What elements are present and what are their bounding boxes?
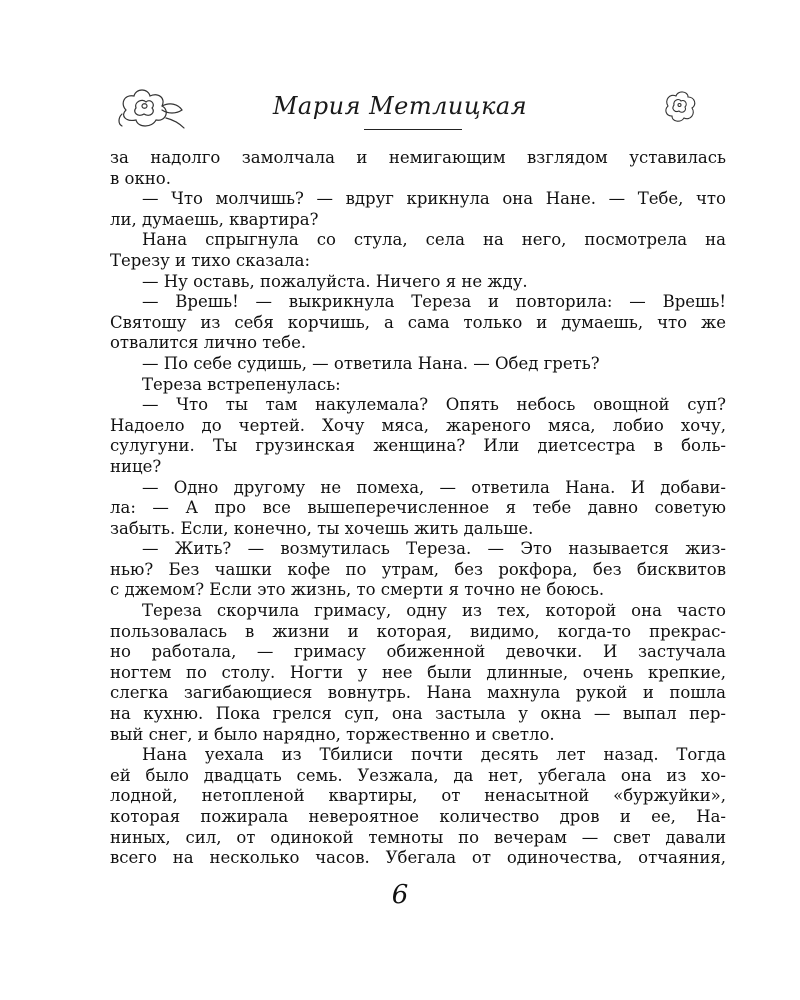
page-number: 6 bbox=[391, 880, 409, 910]
text-line: ниных, сил, от одинокой темноты по вечерам — свет давали bbox=[110, 827, 726, 847]
running-head-author: Мария Метлицкая bbox=[272, 92, 528, 120]
text-line: ли, думаешь, квартира? bbox=[110, 209, 319, 229]
text-line: забыть. Если, конечно, ты хочешь жить дальше. bbox=[110, 518, 534, 538]
text-line: которая пожирала невероятное количество дров и ее, На- bbox=[110, 807, 726, 826]
text-line: — Жить? — возмутилась Тереза. — Это называется жиз- bbox=[142, 539, 726, 559]
text-line: ей было двадцать семь. Уезжала, да нет, убегала она из хо- bbox=[110, 765, 726, 785]
text-line: отвалится лично тебе. bbox=[110, 333, 307, 353]
text-line: Терезу и тихо сказала: bbox=[110, 250, 311, 270]
text-line: вый снег, и было нарядно, торжественно и светло. bbox=[110, 724, 555, 744]
text-line: Нана уехала из Тбилиси почти десять лет назад. Тогда bbox=[142, 745, 726, 765]
rose-ornament-icon bbox=[662, 88, 698, 124]
text-line: всего на несколько часов. Убегала от одиночества, отчаяния, bbox=[110, 848, 726, 868]
text-line: — Врешь! — выкрикнула Тереза и повторила: — Врешь! bbox=[142, 292, 726, 312]
text-line: — Что ты там накулемала? Опять небось овощной суп? bbox=[142, 395, 726, 415]
text-line: — Одно другому не помеха, — ответила Нана. И добави- bbox=[142, 477, 726, 497]
page-header bbox=[0, 78, 800, 138]
text-line: Нана спрыгнула со стула, села на него, посмотрела на bbox=[142, 230, 726, 250]
text-line: Тереза скорчила гримасу, одну из тех, которой она часто bbox=[142, 601, 726, 621]
text-line: нью? Без чашки кофе по утрам, без рокфора, без бисквитов bbox=[110, 559, 726, 579]
text-line: — Ну оставь, пожалуйста. Ничего я не жду. bbox=[142, 271, 528, 291]
body-text bbox=[110, 148, 726, 869]
text-line: но работала, — гримасу обиженной девочки. И застучала bbox=[110, 642, 726, 662]
text-line: Тереза встрепенулась: bbox=[142, 374, 341, 394]
header-rule bbox=[364, 129, 462, 130]
text-line: нице? bbox=[110, 456, 162, 476]
text-line: лодной, нетопленой квартиры, от ненасытной «буржуйки», bbox=[110, 786, 726, 806]
text-line: в окно. bbox=[110, 168, 171, 188]
text-line: Надоело до чертей. Хочу мяса, жареного мяса, лобио хочу, bbox=[110, 415, 726, 435]
text-line: ла: — А про все вышеперечисленное я тебе давно советую bbox=[110, 498, 726, 518]
text-line: — По себе судишь, — ответила Нана. — Обед греть? bbox=[142, 353, 600, 373]
text-line: за надолго замолчала и немигающим взглядом уставилась bbox=[110, 148, 726, 167]
text-line: слегка загибающиеся вовнутрь. Нана махнула рукой и пошла bbox=[110, 683, 726, 703]
text-line: сулугуни. Ты грузинская женщина? Или диетсестра в боль- bbox=[110, 436, 726, 456]
text-line: — Что молчишь? — вдруг крикнула она Нане. — Тебе, что bbox=[142, 189, 726, 209]
text-line: ногтем по столу. Ногти у нее были длинные, очень крепкие, bbox=[110, 662, 726, 682]
text-line: с джемом? Если это жизнь, то смерти я точно не боюсь. bbox=[110, 580, 605, 600]
text-line: на кухню. Пока грелся суп, она застыла у окна — выпал пер- bbox=[110, 704, 726, 724]
text-line: пользовалась в жизни и которая, видимо, когда-то прекрас- bbox=[110, 621, 726, 641]
text-line: Святошу из себя корчишь, а сама только и думаешь, что же bbox=[110, 312, 726, 332]
